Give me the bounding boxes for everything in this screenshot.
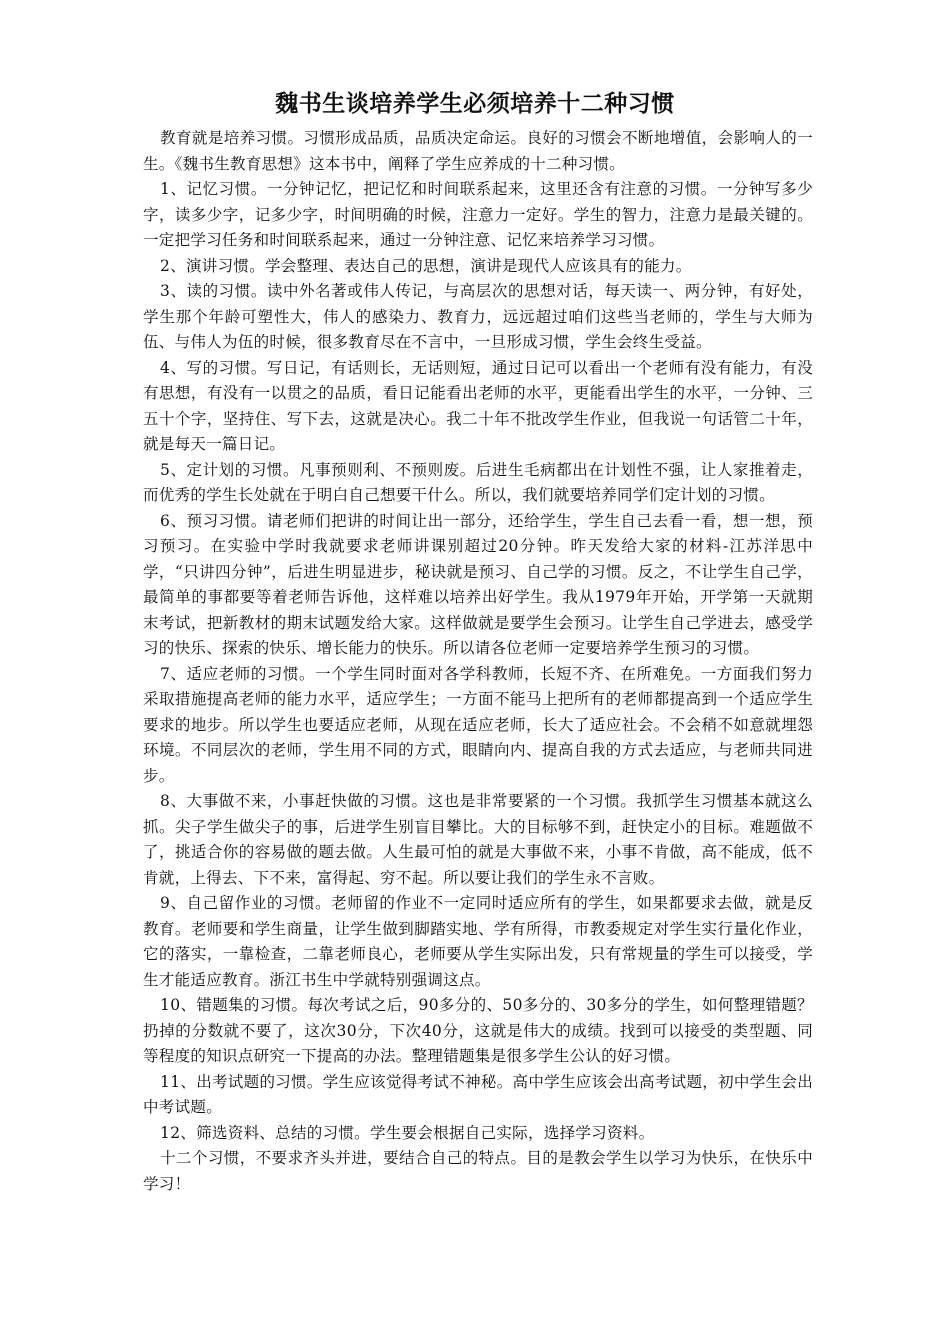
paragraph-habit-4: 4、写的习惯。写日记，有话则长，无话则短，通过日记可以看出一个老师有没有能力，有没有思想，有没有一以贯之的品质，看日记能看出老师的水平，更能看出学生的水平，一分钟、三五十个字，坚持住、写下去，这就是决心。我二十年不批改学生作业，但我说一句话管二十年，就是每天一篇日记。: [143, 358, 813, 453]
paragraph-habit-12: 12、筛选资料、总结的习惯。学生要会根据自己实际，选择学习资料。: [160, 1123, 655, 1142]
paragraph-habit-11: 11、出考试题的习惯。学生应该觉得考试不神秘。高中学生应该会出高考试题，初中学生会出中考试题。: [143, 1072, 813, 1116]
paragraph-habit-10: 10、错题集的习惯。每次考试之后，90多分的、50多分的、30多分的学生，如何整理错题？扔掉的分数就不要了，这次30分，下次40分，这就是伟大的成绩。找到可以接受的类型题、同等程度的知识点研究一下提高的办法。整理错题集是很多学生公认的好习惯。: [143, 996, 813, 1065]
document-body: [143, 126, 813, 1197]
paragraph-habit-1: 1、记忆习惯。一分钟记忆，把记忆和时间联系起来，这里还含有注意的习惯。一分钟写多少字，读多少字，记多少字，时间明确的时候，注意力一定好。学生的智力，注意力是最关键的。一定把学习任务和时间联系起来，通过一分钟注意、记忆来培养学习习惯。: [143, 180, 813, 249]
paragraph-habit-7: 7、适应老师的习惯。一个学生同时面对各学科教师，长短不齐、在所难免。一方面我们努力采取措施提高老师的能力水平，适应学生；一方面不能马上把所有的老师都提高到一个适应学生要求的地步。所以学生也要适应老师，从现在适应老师，长大了适应社会。不会稍不如意就埋怨环境。不同层次的老师，学生用不同的方式，眼睛向内、提高自我的方式去适应，与老师共同进步。: [143, 664, 813, 785]
paragraph-habit-3: 3、读的习惯。读中外名著或伟人传记，与高层次的思想对话，每天读一、两分钟，有好处，学生那个年龄可塑性大，伟人的感染力、教育力，远远超过咱们这些当老师的，学生与大师为伍、与伟人为伍的时候，很多教育尽在不言中，一旦形成习惯，学生会终生受益。: [143, 282, 813, 351]
paragraph-habit-8: 8、大事做不来，小事赶快做的习惯。这也是非常要紧的一个习惯。我抓学生习惯基本就这么抓。尖子学生做尖子的事，后进学生别盲目攀比。大的目标够不到，赶快定小的目标。难题做不了，挑适合你的容易做的题去做。人生最可怕的就是大事做不来，小事不肯做，高不能成，低不肯就，上得去、下不来，富得起、穷不起。所以要让我们的学生永不言败。: [143, 792, 813, 887]
paragraph-habit-2: 2、演讲习惯。学会整理、表达自己的思想，演讲是现代人应该具有的能力。: [160, 256, 692, 275]
paragraph-habit-9: 9、自己留作业的习惯。老师留的作业不一定同时适应所有的学生，如果都要求去做，就是反教育。老师要和学生商量，让学生做到脚踏实地、学有所得，市教委规定对学生实行量化作业，它的落实，一靠检查，二靠老师良心，老师要从学生实际出发，只有常规量的学生可以接受，学生才能适应教育。浙江书生中学就特别强调这点。: [143, 894, 813, 989]
document-title: 魏书生谈培养学生必须培养十二种习惯: [275, 91, 675, 117]
paragraph-conclusion: 十二个习惯，不要求齐头并进，要结合自己的特点。目的是教会学生以学习为快乐，在快乐中学习！: [143, 1149, 813, 1193]
paragraph-habit-5: 5、定计划的习惯。凡事预则利、不预则废。后进生毛病都出在计划性不强，让人家推着走，而优秀的学生长处就在于明白自己想要干什么。所以，我们就要培养同学们定计划的习惯。: [143, 460, 813, 504]
paragraph-habit-6: 6、预习习惯。请老师们把讲的时间让出一部分，还给学生，学生自己去看一看，想一想，预习预习。在实验中学时我就要求老师讲课别超过20分钟。昨天发给大家的材料-江苏洋思中学，“只讲四分钟”，后进生明显进步，秘诀就是预习、自己学的习惯。反之，不让学生自己学，最简单的事都要等着老师告诉他，这样难以培养出好学生。我从1979年开始，开学第一天就期末考试，把新教材的期末试题发给大家。这样做就是要学生会预习。让学生自己学进去，感受学习的快乐、探索的快乐、增长能力的快乐。所以请各位老师一定要培养学生预习的习惯。: [143, 511, 813, 657]
paragraph-intro: 教育就是培养习惯。习惯形成品质，品质决定命运。良好的习惯会不断地增值，会影响人的一生。《魏书生教育思想》这本书中，阐释了学生应养成的十二种习惯。: [143, 129, 813, 173]
